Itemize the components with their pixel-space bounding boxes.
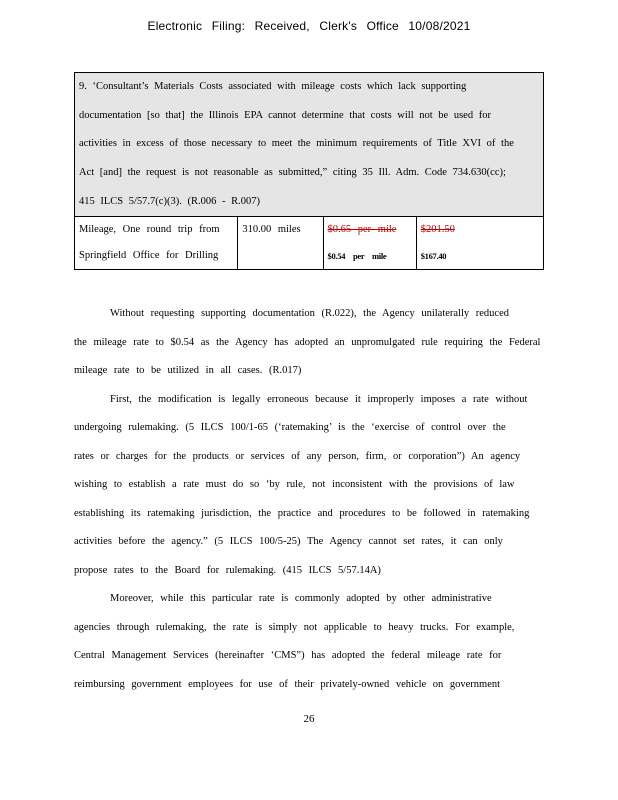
paragraph-line: propose rates to the Board for rulemaking. (415 ILCS 5/57.14A) xyxy=(74,564,381,576)
item-description-cell xyxy=(75,217,238,270)
paragraph-line: wishing to establish a rate must do so ‘by rule, not inconsistent with the provisions of law xyxy=(74,479,515,490)
issue-line: activities in excess of those necessary to meet the minimum requirements of Title XVI of the xyxy=(79,138,514,150)
issue-line: documentation [so that] the Illinois EPA cannot determine that costs will not be used for xyxy=(79,109,491,121)
paragraph-line: rates or charges for the products or services of any person, firm, or corporation”) An agency xyxy=(74,450,521,462)
body-text xyxy=(74,300,541,699)
paragraph-line: activities before the agency.” (5 ILCS 100/5-25) The Agency cannot set rates, it can only xyxy=(74,536,503,547)
amount-new-value: $167.40 xyxy=(420,251,447,262)
cost-table xyxy=(74,72,544,270)
paragraph-line: the mileage rate to $0.54 as the Agency has adopted an unpromulgated rule requiring the Federal xyxy=(74,336,541,348)
issue-cell xyxy=(75,73,544,217)
issue-line: 415 ILCS 5/57.7(c)(3). (R.006 - R.007) xyxy=(79,195,260,207)
paragraph-line: Moreover, while this particular rate is commonly adopted by other administrative xyxy=(110,593,492,604)
paragraph-line: First, the modification is legally erroneous because it improperly imposes a rate without xyxy=(110,393,528,405)
paragraph-line: Without requesting supporting documentation (R.022), the Agency unilaterally reduced xyxy=(110,308,509,319)
paragraph-line: establishing its ratemaking jurisdiction, the practice and procedures to be followed in ratemaking xyxy=(74,507,530,519)
paragraph-line: mileage rate to be utilized in all cases. (R.017) xyxy=(74,365,302,376)
paragraph-line: undergoing rulemaking. (5 ILCS 100/1-65 (‘ratemaking’ is the ‘exercise of control over the xyxy=(74,422,506,433)
page-number: 26 xyxy=(303,713,315,725)
table-row xyxy=(75,217,544,270)
filing-header: Electronic Filing: Received, Clerk's Office 10/08/2021 xyxy=(147,19,471,33)
miles-cell xyxy=(238,217,323,270)
item-description-line: Mileage, One round trip from xyxy=(79,224,220,236)
amount-cell xyxy=(416,217,543,270)
amount-old-value: $201.50 xyxy=(420,224,455,236)
issue-line: Act [and] the request is not reasonable as submitted,” citing 35 Ill. Adm. Code 734.630(cc); xyxy=(79,167,506,179)
issue-line: 9. ‘Consultant’s Materials Costs associated with mileage costs which lack supporting xyxy=(79,81,467,92)
paragraph-line: Central Management Services (hereinafter ‘CMS”) has adopted the federal mileage rate for xyxy=(74,650,502,661)
rate-old-value: $0.65 per mile xyxy=(327,224,397,236)
paragraph-line: reimbursing government employees for use of their privately-owned vehicle on government xyxy=(74,678,501,690)
miles-value: 310.00 miles xyxy=(242,224,301,236)
rate-new-value: $0.54 per mile xyxy=(327,251,387,262)
item-description-line: Springfield Office for Drilling xyxy=(79,250,219,262)
paragraph-line: agencies through rulemaking, the rate is simply not applicable to heavy trucks. For example, xyxy=(74,621,515,633)
rate-cell xyxy=(323,217,416,270)
